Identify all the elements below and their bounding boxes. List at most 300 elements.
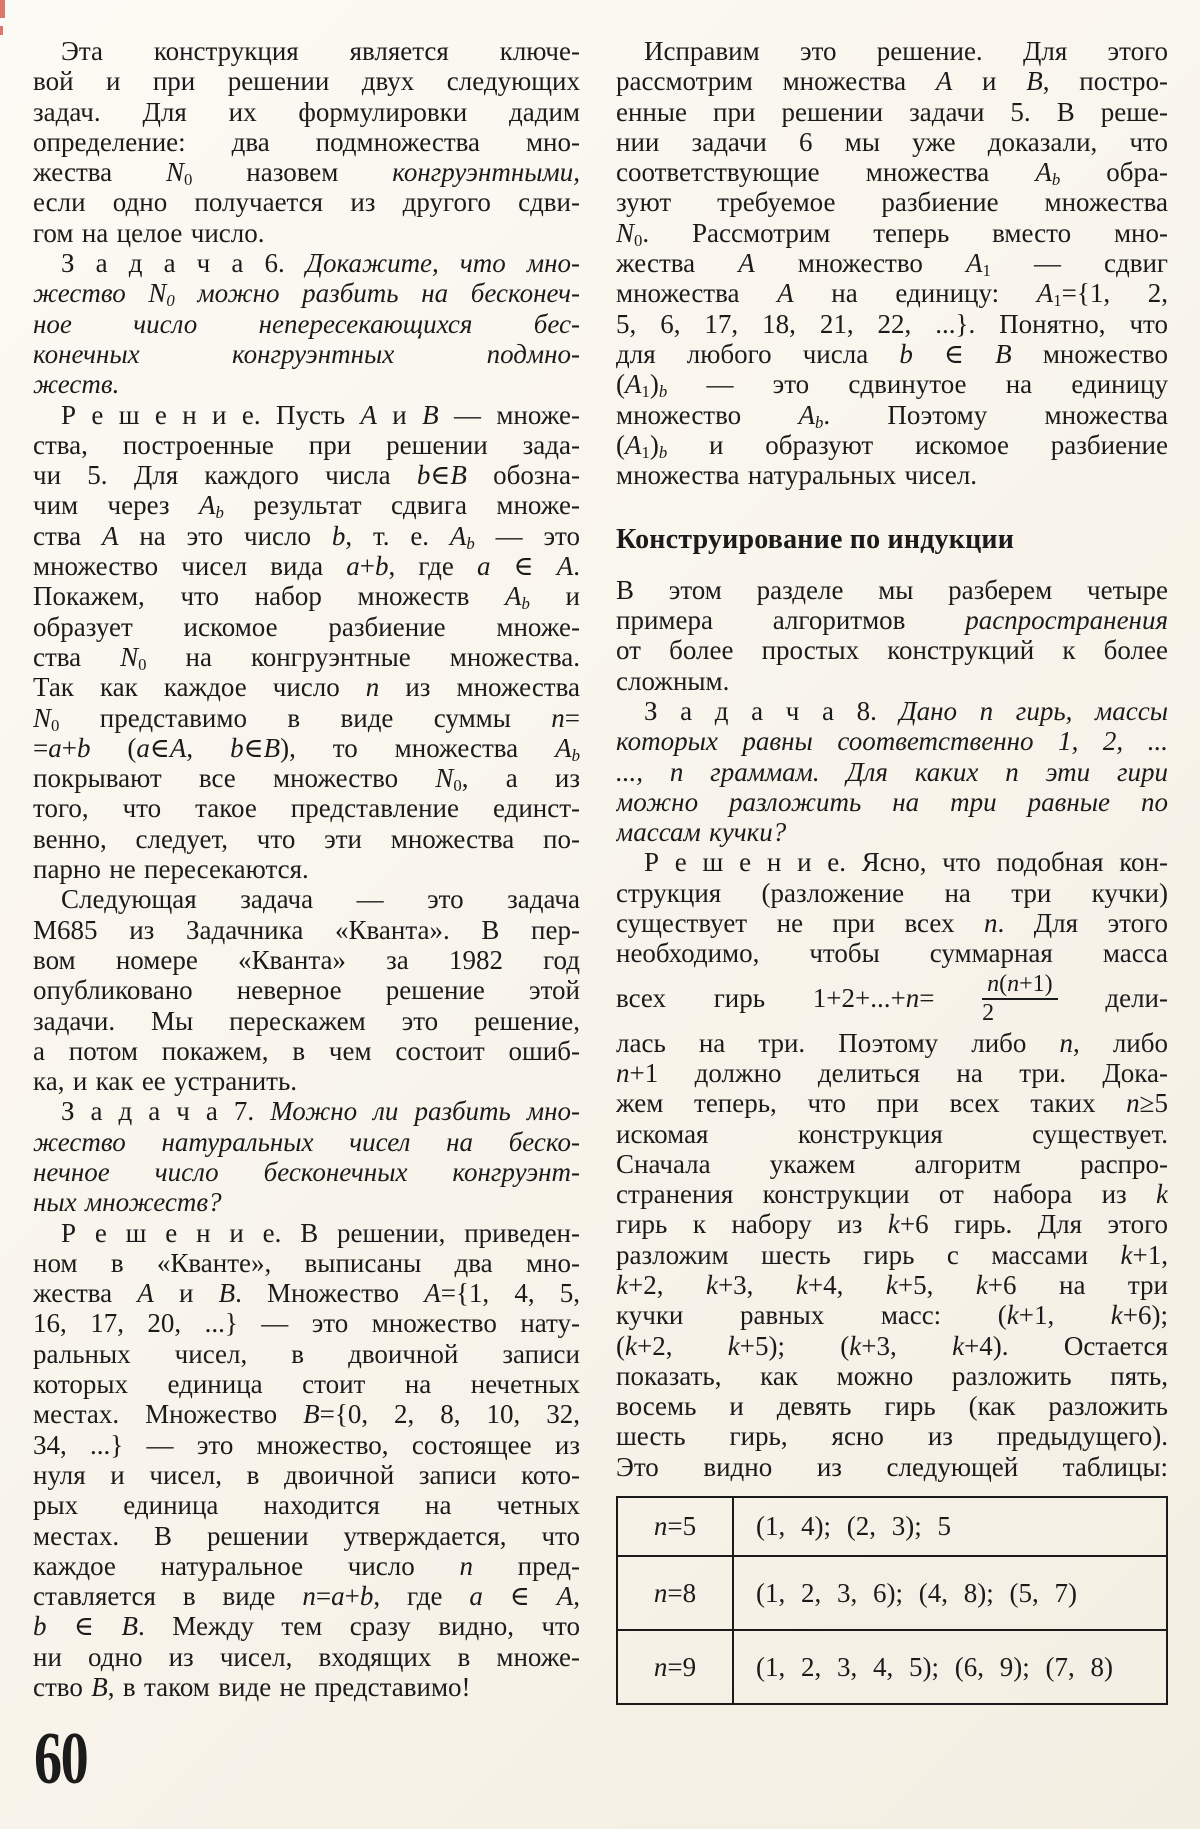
text-line (33, 612, 580, 642)
text-run: З а д а ч а 8. (644, 695, 900, 726)
text-run: Исправим это решение. Для этого (644, 36, 1168, 66)
paragraph (616, 847, 1168, 1482)
table-cell-n (617, 1556, 733, 1630)
text-run: Р е ш е н и е. Пусть (61, 399, 361, 430)
text-line (33, 1036, 580, 1066)
text-line (33, 66, 580, 96)
text-run: парно не пересекаются. (33, 854, 309, 885)
text-line (33, 1581, 580, 1611)
subscript: 0 (453, 776, 462, 794)
text-run: Покажем, что набор множеств (33, 581, 505, 612)
text-run: A (102, 520, 119, 551)
text-line (616, 400, 1168, 430)
text-run: ных множеств? (33, 1187, 222, 1218)
table-cell-partition (733, 1497, 1167, 1556)
text-run: ∈ (430, 460, 451, 491)
text-run: и (153, 1278, 219, 1309)
text-line (33, 460, 580, 490)
text-line (616, 1331, 1168, 1361)
text-run: на это число (118, 520, 332, 551)
text-line (616, 1058, 1168, 1088)
text-run: A (1035, 157, 1052, 188)
text-line (616, 278, 1168, 308)
text-line (33, 1127, 580, 1157)
left-column (33, 36, 580, 1702)
text-run: — множе- (438, 399, 580, 430)
text-run: З а д а ч а 6. (61, 248, 306, 279)
text-run: задач. Для их формулировки дадим (33, 96, 580, 127)
text-run: k (1156, 1179, 1168, 1210)
text-run: задачи. Мы перескажем это решение, (33, 1005, 580, 1036)
text-run: гирь (713, 982, 766, 1013)
text-run: ∈ (243, 732, 264, 763)
text-run: множество (1011, 338, 1168, 369)
text-run: конечных конгруэнтных подмно- (33, 338, 580, 369)
text-run: ∈ (912, 338, 996, 369)
text-line (33, 97, 580, 127)
text-run: , либо (1073, 1027, 1168, 1058)
text-line (33, 915, 580, 945)
text-run: струкция (разложение на три кучки) (616, 877, 1168, 908)
text-line (33, 157, 580, 187)
text-run: нечное число бесконечных конгруэнт- (33, 1156, 580, 1187)
text-run: ка, и как ее устранить. (33, 1066, 298, 1097)
text-run: 16, 17, 20, ...} — это множество нату- (33, 1308, 580, 1339)
text-run: N (120, 641, 139, 672)
text-run: b (33, 1611, 47, 1642)
subscript: 1 (982, 261, 991, 279)
text-line (616, 97, 1168, 127)
text-run: +1, (1132, 1239, 1168, 1270)
text-run: ..., n граммам. Для каких n эти гири (616, 756, 1168, 787)
text-run: Можно ли разбить мно- (270, 1096, 580, 1127)
paragraph (616, 575, 1168, 696)
text-run: a (48, 732, 62, 763)
text-run: жество натуральных чисел на беско- (33, 1126, 580, 1157)
page-number: 60 (34, 1718, 88, 1800)
text-run: . (573, 551, 580, 582)
text-run: рассмотрим множества (616, 66, 936, 97)
text-line (33, 854, 580, 884)
text-run: примера алгоритмов (616, 605, 966, 636)
text-run: n (1007, 971, 1020, 998)
subscript: b (658, 442, 668, 461)
text-run: представимо в виде суммы (59, 702, 552, 733)
text-run: результат сдвига множе- (223, 490, 580, 521)
text-run: A (424, 1278, 441, 1309)
text-run: ства, построенные при решении зада- (33, 429, 580, 460)
text-run: +4, (807, 1269, 886, 1300)
text-run: Следующая задача — это задача (61, 884, 580, 915)
text-run: ное число непересекающихся бес- (33, 308, 580, 339)
text-run: пред- (472, 1550, 580, 1581)
text-run: a (476, 551, 491, 582)
text-line (33, 218, 580, 248)
text-line (33, 581, 580, 611)
text-run: восемь и девять гирь (как разложить (616, 1391, 1168, 1422)
text-run: +1, (1018, 1300, 1111, 1331)
text-line (616, 605, 1168, 635)
text-run: +2, (636, 1330, 728, 1361)
text-run: , в таком виде не представимо! (107, 1672, 471, 1703)
text-run: k (849, 1330, 862, 1361)
text-run: b (331, 520, 346, 551)
text-run: Р е ш е н и е. В решении, приведен- (61, 1217, 580, 1248)
text-line (33, 1066, 580, 1096)
text-run: . Поэтому множества (823, 399, 1168, 430)
text-run: n (1059, 1027, 1073, 1058)
paragraph (616, 36, 1168, 490)
text-run: искомая конструкция существует. (616, 1118, 1168, 1149)
paragraph (33, 884, 580, 1096)
text-line (33, 763, 580, 793)
text-run: = (919, 982, 935, 1013)
text-line (33, 36, 580, 66)
text-run: N (33, 702, 52, 733)
table-cell-n (617, 1497, 733, 1556)
text-line (616, 938, 1168, 968)
text-run: гом на целое число. (33, 217, 265, 248)
text-line (616, 248, 1168, 278)
text-run: N (616, 217, 635, 248)
text-line (616, 1119, 1168, 1149)
text-run: +2, (627, 1269, 706, 1300)
text-run: Докажите, что мно- (305, 248, 580, 279)
text-line (616, 1452, 1168, 1482)
text-run: , а из (461, 763, 580, 794)
text-run: ( (616, 1330, 625, 1361)
text-run: A (556, 551, 574, 582)
text-run: k (1006, 1300, 1019, 1331)
text-run: определение: два подмножества мно- (33, 126, 580, 157)
text-line (33, 1611, 580, 1641)
text-line (616, 575, 1168, 605)
text-run: ∈ (490, 551, 557, 582)
text-run: N (166, 157, 185, 188)
text-run: n (616, 1057, 630, 1088)
text-run: показать, как можно разложить пять, (616, 1360, 1168, 1391)
text-run: n (551, 702, 565, 733)
text-run: a (469, 1581, 483, 1612)
text-run: Сначала укажем алгоритм распро- (616, 1148, 1168, 1179)
text-run: ства (33, 641, 121, 672)
text-run: = (33, 732, 49, 763)
text-run: k (885, 1269, 898, 1300)
text-line (616, 66, 1168, 96)
text-run: +6 на три (987, 1269, 1168, 1300)
text-run: множества (616, 278, 778, 309)
text-run: ство (33, 1672, 92, 1703)
text-run: n (459, 1550, 473, 1581)
text-run: можно разбить на бесконеч- (174, 278, 580, 309)
text-run: k (625, 1330, 637, 1361)
text-run: дели- (1105, 982, 1168, 1013)
text-run: (1, 2, 3, 4, 5); (6, 9); (7, 8) (756, 1651, 1113, 1682)
text-run: местах. Множество (33, 1399, 304, 1430)
text-run: З а д а ч а 7. (61, 1096, 271, 1127)
text-line (33, 1430, 580, 1460)
text-run (813, 983, 935, 1013)
text-line (616, 1028, 1168, 1058)
subscript: 0 (166, 291, 175, 309)
text-run: и (529, 581, 580, 612)
text-line (33, 1248, 580, 1278)
text-run: Р е ш е н и е. Ясно, что подобная кон- (644, 847, 1168, 878)
text-run: (1, 4); (2, 3); 5 (756, 1511, 951, 1542)
text-run: ставляется в виде (33, 1581, 303, 1612)
text-run: A (798, 399, 815, 430)
text-run: B (303, 1399, 320, 1430)
text-run: k (616, 1269, 628, 1300)
text-run: A (449, 520, 467, 551)
text-run: B (121, 1611, 139, 1642)
text-run: енные при решении задачи 5. В реше- (616, 96, 1168, 127)
text-line (33, 309, 580, 339)
text-run: + (61, 732, 77, 763)
text-line (616, 787, 1168, 817)
text-line (33, 1096, 580, 1126)
text-run: , (573, 1581, 580, 1612)
text-run: A (169, 732, 187, 763)
text-line (33, 369, 580, 399)
text-line (616, 1149, 1168, 1179)
text-run: , где (373, 1581, 470, 1612)
text-run: М685 из Задачника «Кванта». В пер- (33, 914, 580, 945)
text-run: венно, следует, что эти множества по- (33, 823, 580, 854)
subscript: 0 (184, 170, 193, 188)
text-line (33, 1218, 580, 1248)
subscript: b (814, 412, 824, 430)
text-run: и (376, 399, 423, 430)
paragraph (33, 36, 580, 248)
text-run: n (984, 908, 998, 939)
scan-edge-artifact (0, 0, 5, 18)
text-line (616, 430, 1168, 460)
text-run: ( (999, 971, 1008, 998)
text-run: каждое натуральное число (33, 1550, 460, 1581)
text-run: кучки равных масс: ( (616, 1300, 1007, 1331)
text-run: b (899, 338, 913, 369)
text-run: Дано n гирь, массы (899, 695, 1168, 726)
text-line (33, 187, 580, 217)
text-run: всех (616, 982, 667, 1013)
text-run: B (1026, 66, 1043, 97)
text-line (616, 309, 1168, 339)
text-run: образует искомое разбиение множе- (33, 611, 580, 642)
text-line (33, 672, 580, 702)
table-row (617, 1630, 1167, 1704)
text-run: ( (616, 429, 625, 460)
text-run: жем теперь, что при всех таких (616, 1088, 1127, 1119)
text-run: на конгруэнтные множества. (146, 641, 580, 672)
text-line (616, 460, 1168, 490)
text-run: распространения (965, 605, 1168, 636)
text-run: множество (616, 399, 799, 430)
text-run: A (966, 248, 983, 279)
text-line (33, 1006, 580, 1036)
subscript: b (571, 745, 580, 764)
text-line (33, 1369, 580, 1399)
text-run: (1, 2, 3, 6); (4, 8); (5, 7) (756, 1577, 1077, 1608)
subscript: 1 (1053, 291, 1062, 309)
subscript: 0 (51, 715, 60, 733)
text-run: жеств. (33, 369, 120, 400)
text-line (616, 1179, 1168, 1209)
text-run: — сдвиг (990, 248, 1168, 279)
text-run: a (346, 551, 360, 582)
text-run: n (653, 1651, 668, 1682)
table-cell-n (617, 1630, 733, 1704)
text-run: лась на три. Поэтому либо (616, 1027, 1060, 1058)
subscript: b (215, 503, 224, 521)
table-cell-partition (733, 1630, 1167, 1704)
text-line (616, 1391, 1168, 1421)
text-run: 2 (982, 1000, 995, 1027)
text-run: k (795, 1269, 808, 1300)
text-run: A (777, 278, 794, 309)
text-run: сложным. (616, 665, 730, 696)
text-run: n (653, 1511, 668, 1542)
text-run: =9 (667, 1651, 697, 1682)
text-run: если одно получается из другого сдви- (33, 187, 580, 218)
text-run: A (505, 581, 522, 612)
text-run: +5, (897, 1269, 976, 1300)
text-run: 34, ...} — это множество, состоящее из (33, 1429, 580, 1460)
text-run: зуют требуемое разбиение множества (616, 187, 1168, 218)
text-run: n (987, 971, 1000, 998)
text-run: из множества (379, 672, 580, 703)
text-run: ∈ (482, 1581, 557, 1612)
text-line (33, 1157, 580, 1187)
text-run: — это (474, 520, 580, 551)
text-run: a (136, 732, 150, 763)
text-run: = (564, 702, 580, 733)
text-run: Так как каждое число (33, 672, 366, 703)
text-run: +5); ( (739, 1330, 850, 1361)
text-run: =8 (667, 1577, 697, 1608)
text-run: +6); (1122, 1300, 1168, 1331)
text-run: +1) (1019, 971, 1053, 998)
text-run: Это видно из следующей таблицы: (616, 1451, 1168, 1482)
text-run: B (91, 1672, 108, 1703)
text-line (33, 945, 580, 975)
text-line (33, 551, 580, 581)
text-line (616, 817, 1168, 847)
table-cell-partition (733, 1556, 1167, 1630)
text-line (616, 757, 1168, 787)
text-run: a (331, 1581, 345, 1612)
text-line (616, 339, 1168, 369)
subscript: 1 (641, 442, 650, 461)
text-line (33, 642, 580, 672)
text-line (616, 1300, 1168, 1330)
text-run: ральных чисел, в двоичной записи (33, 1338, 580, 1369)
text-run: , т. е. (345, 520, 450, 551)
text-run: существует не при всех (616, 908, 984, 939)
text-line (616, 696, 1168, 726)
text-line (33, 1339, 580, 1369)
text-run: k (887, 1209, 900, 1240)
text-run: чи 5. Для каждого числа (33, 460, 417, 491)
text-run: A (935, 66, 953, 97)
text-line (33, 703, 580, 733)
text-line (33, 824, 580, 854)
text-run: ∈ (149, 732, 170, 763)
text-run: b (76, 732, 91, 763)
formula-line (616, 969, 1168, 1028)
subscript: 0 (634, 230, 643, 249)
text-run: k (975, 1269, 988, 1300)
text-run: назовем (192, 157, 393, 188)
text-run: массам кучки? (616, 817, 787, 848)
text-run (714, 983, 765, 1013)
text-line (33, 1642, 580, 1672)
text-run: b (230, 732, 244, 763)
text-line (616, 1270, 1168, 1300)
text-line (33, 278, 580, 308)
text-run: ни одно из чисел, входящих в множе- (33, 1641, 580, 1672)
text-run: жества (33, 157, 166, 188)
text-line (616, 1421, 1168, 1451)
text-run: + (344, 1581, 360, 1612)
text-run: 5, 6, 17, 18, 21, 22, ...}. Понятно, что (616, 308, 1168, 339)
text-line (616, 127, 1168, 157)
text-line (33, 884, 580, 914)
text-run (1105, 983, 1168, 1013)
text-run: вом номере «Кванта» за 1982 год (33, 944, 580, 975)
text-run: 1+2+...+ (812, 982, 906, 1013)
text-run: b (359, 1581, 374, 1612)
text-run: A (625, 429, 642, 460)
text-line (616, 635, 1168, 665)
text-run: +3, (717, 1269, 796, 1300)
text-line (33, 248, 580, 278)
text-run: +1 должно делиться на три. Дока- (629, 1057, 1168, 1088)
text-line (33, 1490, 580, 1520)
table-row (617, 1556, 1167, 1630)
text-run: =5 (667, 1511, 697, 1542)
text-run: необходимо, чтобы суммарная масса (616, 938, 1168, 969)
text-run: обозна- (466, 460, 580, 491)
text-run: конгруэнтными, (392, 157, 580, 188)
text-run: разложим шесть гирь с массами (616, 1239, 1121, 1270)
text-run: множества натуральных чисел. (616, 460, 978, 491)
text-run: , постро- (1042, 66, 1168, 97)
text-run: n (905, 982, 920, 1013)
text-run: n (1126, 1088, 1140, 1119)
text-run: B (263, 732, 281, 763)
text-run: +4). Остается (964, 1330, 1168, 1361)
section-header (616, 525, 1168, 555)
text-run: Эта конструкция является ключе- (61, 36, 580, 66)
text-line (616, 1209, 1168, 1239)
text-run: множество (754, 248, 966, 279)
text-run (616, 983, 666, 1013)
text-line (33, 975, 580, 1005)
text-line (33, 1460, 580, 1490)
text-line (33, 1399, 580, 1429)
text-run: k (952, 1330, 965, 1361)
text-run: жества (33, 1278, 138, 1309)
text-run: +3, (861, 1330, 953, 1361)
scan-edge-artifact (0, 26, 3, 35)
text-line (616, 369, 1168, 399)
text-line (33, 1308, 580, 1338)
text-run: b (416, 460, 431, 491)
table-row (617, 1497, 1167, 1556)
text-run: B (422, 399, 439, 430)
text-run: b (375, 551, 389, 582)
